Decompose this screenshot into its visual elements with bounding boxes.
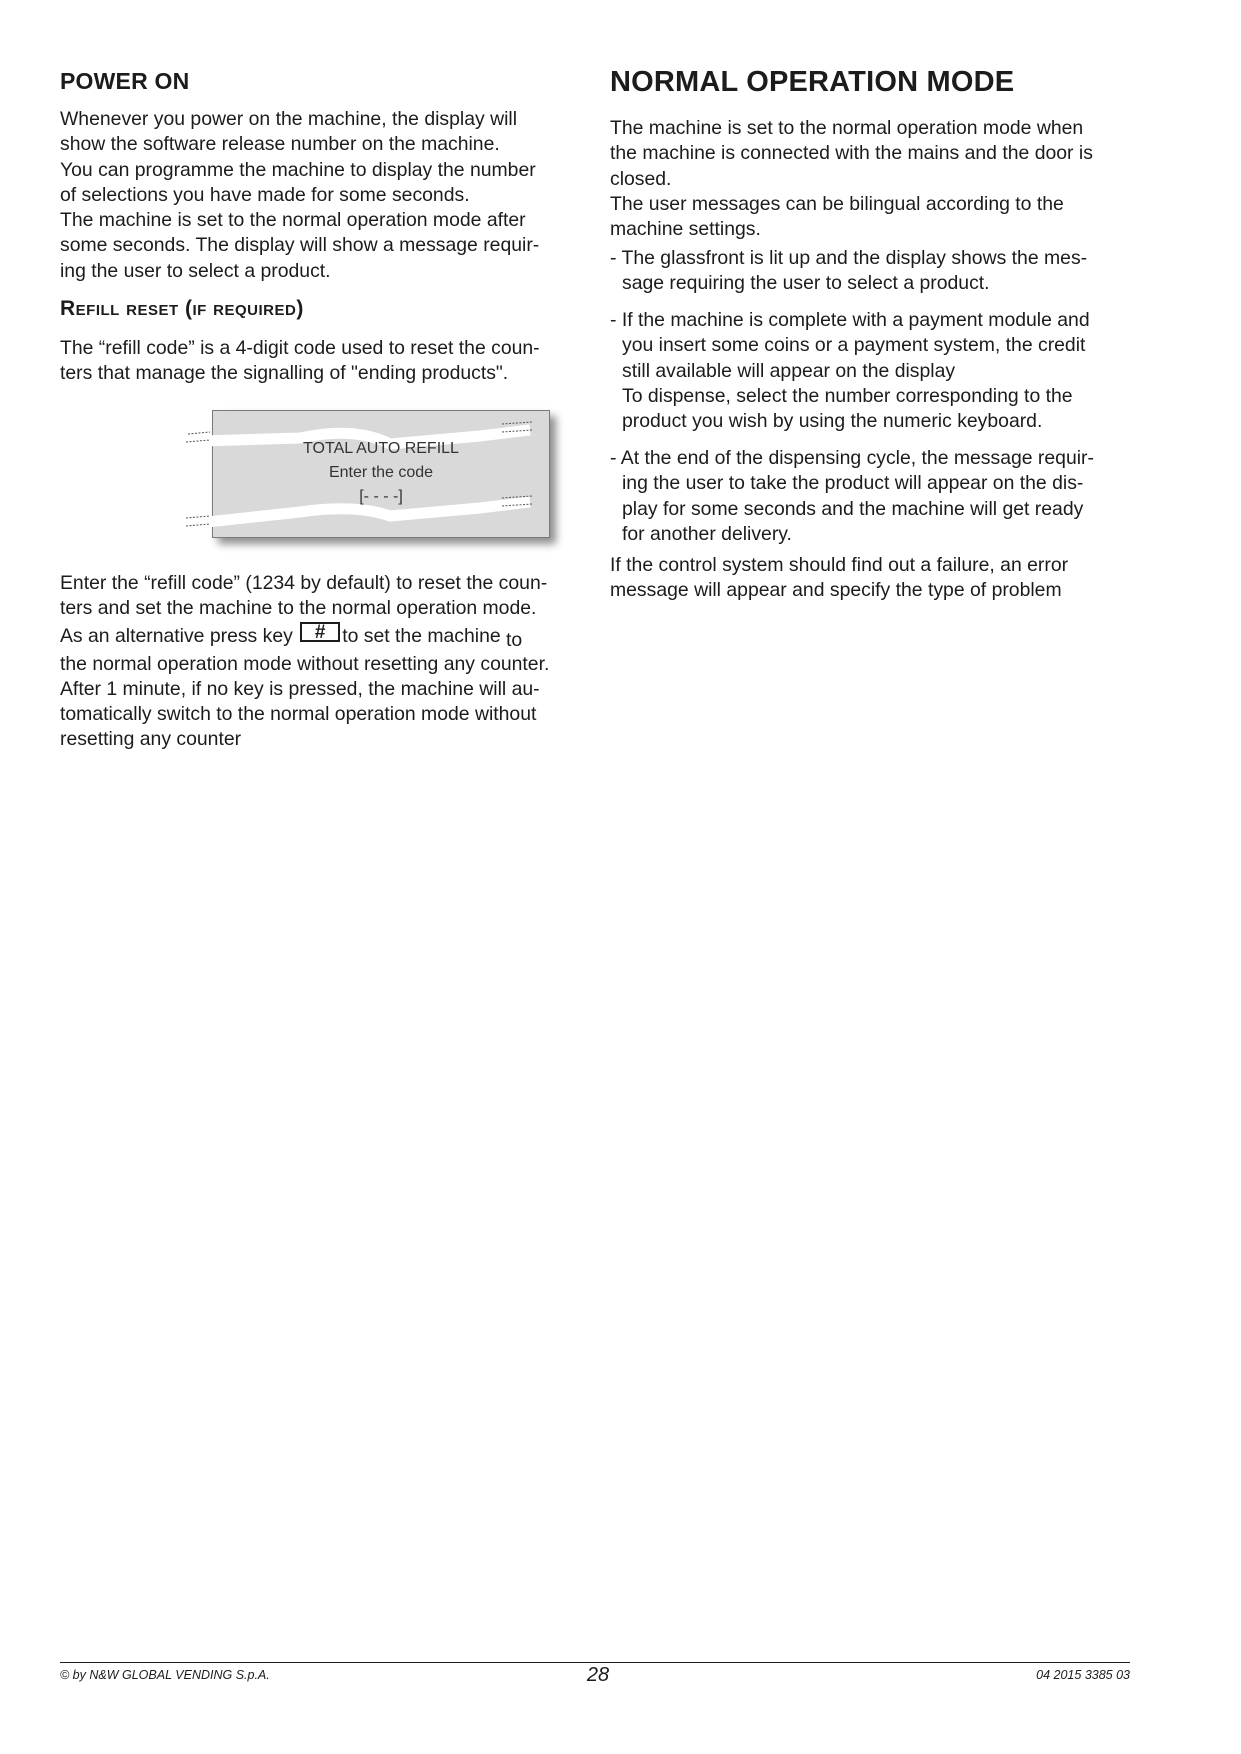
document-code: 04 2015 3385 03 bbox=[1036, 1668, 1130, 1682]
text-line: the machine is connected with the mains and the door is bbox=[610, 142, 1093, 165]
closing-paragraph bbox=[610, 553, 1068, 604]
display-line-2: Enter the code bbox=[328, 464, 434, 481]
text-line: - The glassfront is lit up and the display shows the mes- bbox=[610, 247, 1088, 269]
footer-divider bbox=[60, 1662, 1130, 1663]
text-line: play for some seconds and the machine will get ready bbox=[622, 497, 1084, 520]
text-line: show the software release number on the machine. bbox=[60, 133, 500, 156]
text-line: sage requiring the user to select a product. bbox=[622, 272, 990, 295]
text-fragment: to bbox=[506, 628, 523, 651]
normal-operation-title: NORMAL OPERATION MODE bbox=[610, 66, 1015, 98]
display-line-1: TOTAL AUTO REFILL bbox=[303, 440, 459, 457]
text-line: machine settings. bbox=[610, 218, 761, 241]
text-line: message will appear and specify the type of problem bbox=[610, 579, 1062, 602]
bullet-item bbox=[610, 246, 1087, 297]
refill-instructions bbox=[60, 571, 549, 753]
text-line: closed. bbox=[610, 167, 672, 190]
text-line: - If the machine is complete with a payment module and bbox=[610, 309, 1090, 331]
text-line: To dispense, select the number corresponding to the bbox=[622, 384, 1073, 407]
text-fragment: As an alternative press key bbox=[60, 624, 293, 647]
text-line: for another delivery. bbox=[622, 522, 792, 545]
text-line: Enter the “refill code” (1234 by default) to reset the coun- bbox=[60, 572, 548, 594]
bullet-item bbox=[610, 308, 1090, 434]
display-line-3: [- - - -] bbox=[359, 488, 403, 505]
refill-paragraph bbox=[60, 336, 540, 387]
text-line: - At the end of the dispensing cycle, the message requir- bbox=[610, 447, 1094, 469]
text-line: some seconds. The display will show a message requir- bbox=[60, 234, 540, 257]
text-fragment: to set the machine bbox=[342, 624, 501, 647]
text-line: The user messages can be bilingual according to the bbox=[610, 192, 1064, 215]
bullet-item bbox=[610, 446, 1094, 547]
key-instruction-line bbox=[60, 622, 549, 652]
display-illustration bbox=[150, 408, 550, 548]
text-line: the normal operation mode without resetting any counter. bbox=[60, 652, 550, 675]
page-number: 28 bbox=[586, 1664, 610, 1686]
power-on-paragraph bbox=[60, 107, 539, 284]
power-on-title: POWER ON bbox=[60, 68, 190, 94]
text-line: tomatically switch to the normal operation mode without bbox=[60, 703, 537, 726]
footer-copyright: © by N&W GLOBAL VENDING S.p.A. bbox=[60, 1668, 270, 1682]
text-line: of selections you have made for some seconds. bbox=[60, 183, 470, 206]
text-line: ing the user to take the product will appear on the dis- bbox=[622, 472, 1084, 495]
text-line: ters that manage the signalling of "ending products". bbox=[60, 362, 509, 385]
text-line: ing the user to select a product. bbox=[60, 259, 331, 282]
text-line: ters and set the machine to the normal operation mode. bbox=[60, 597, 537, 620]
text-line: you insert some coins or a payment system, the credit bbox=[622, 334, 1086, 357]
text-line: If the control system should find out a failure, an error bbox=[610, 554, 1069, 576]
text-line: still available will appear on the display bbox=[622, 359, 956, 382]
text-line: resetting any counter bbox=[60, 728, 242, 751]
text-line: product you wish by using the numeric keyboard. bbox=[622, 410, 1043, 433]
refill-reset-title: Refill reset (if required) bbox=[60, 297, 304, 320]
text-line: After 1 minute, if no key is pressed, the machine will au- bbox=[60, 677, 540, 700]
text-line: You can programme the machine to display the number bbox=[60, 158, 536, 181]
text-line: The machine is set to the normal operation mode when bbox=[610, 117, 1084, 139]
text-line: Whenever you power on the machine, the display will bbox=[60, 108, 517, 130]
hash-key-icon: # bbox=[300, 622, 340, 642]
text-line: The “refill code” is a 4-digit code used to reset the coun- bbox=[60, 337, 540, 359]
text-line: The machine is set to the normal operation mode after bbox=[60, 209, 526, 232]
intro-paragraph bbox=[610, 116, 1093, 242]
